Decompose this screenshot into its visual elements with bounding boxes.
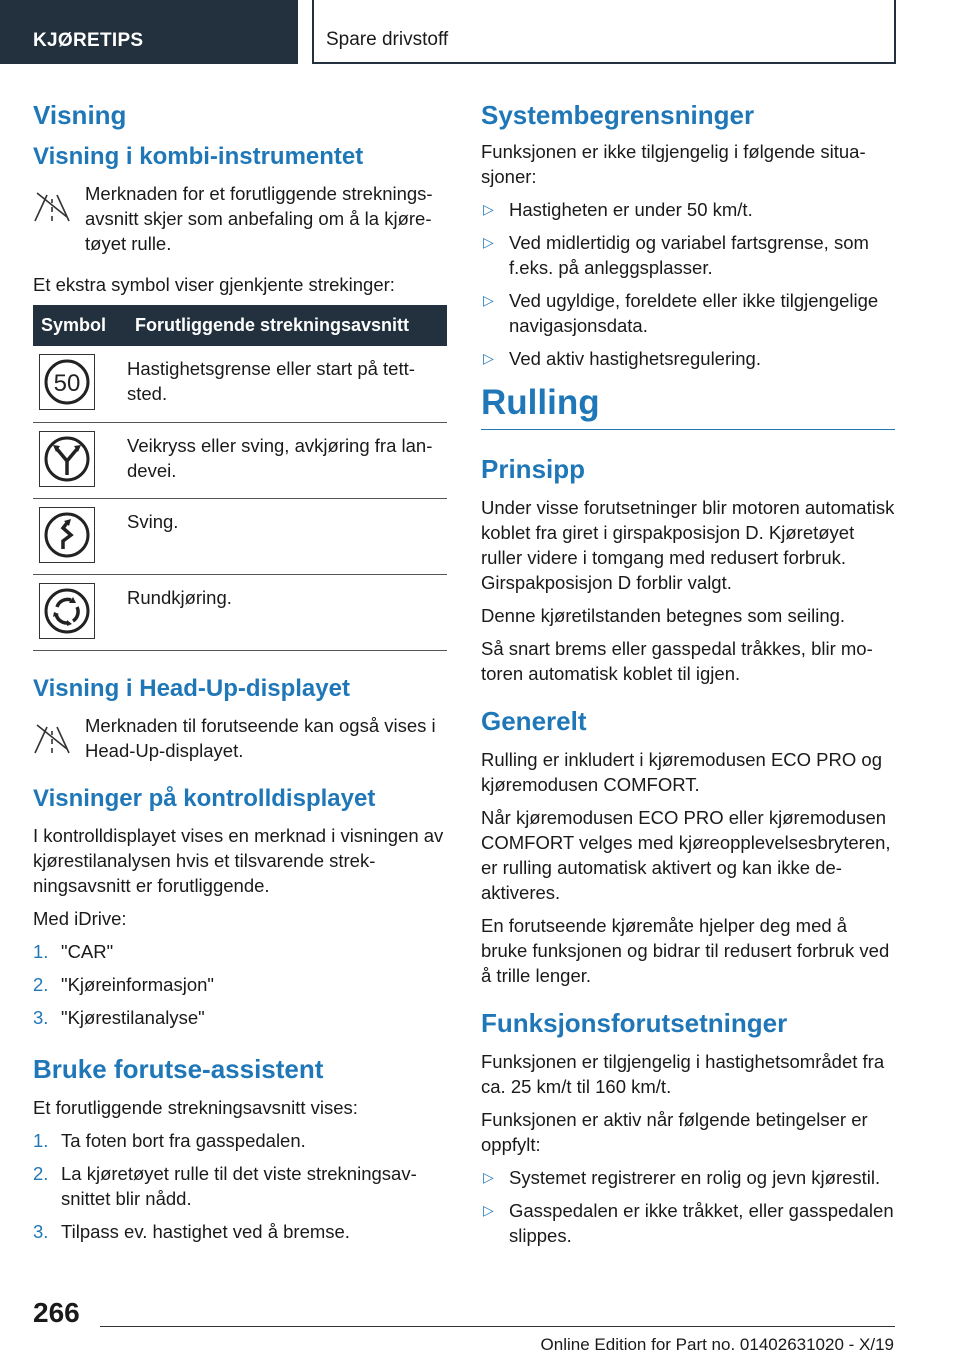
junction-icon xyxy=(39,431,95,487)
table-header-symbol: Symbol xyxy=(33,305,127,346)
footer-divider xyxy=(100,1326,895,1327)
list-item xyxy=(33,1161,447,1211)
table-row xyxy=(33,422,447,498)
list-item: ▷ Systemet registrerer en rolig og jevn kjørestil. xyxy=(483,1167,881,1188)
triangle-bullet-icon: ▷ xyxy=(483,292,494,308)
list-item: ▷ Gasspedalen er ikke tråkket, eller gasspedalen slippes. xyxy=(483,1200,894,1246)
list-item xyxy=(33,939,447,964)
note-head-up-text: Merknaden til forutseende kan også vises i Head-Up-displayet. xyxy=(85,714,436,761)
road-note-icon xyxy=(33,721,71,755)
step-number: 2. xyxy=(33,1162,49,1184)
step-text: "Kjøreinformasjon" xyxy=(61,973,214,995)
heading-funksjonsforutsetninger: Funksjonsforutsetninger xyxy=(481,1008,788,1038)
left-column xyxy=(33,100,447,1254)
paragraph-forutse: Et forutliggende strekningsavsnitt vises: xyxy=(33,1096,358,1118)
heading-systembegrensninger: Systembegrensninger xyxy=(481,100,755,130)
step-text: La kjøretøyet rulle til det viste strekningsavsnittet blir nådd. xyxy=(61,1162,417,1209)
triangle-bullet-icon: ▷ xyxy=(483,201,494,217)
table-row xyxy=(33,498,447,574)
step-text: Ta foten bort fra gasspedalen. xyxy=(61,1129,306,1151)
heading-forutse-assistent: Bruke forutse-assistent xyxy=(33,1053,324,1084)
paragraph-generelt-3: En forutseende kjøremåte hjelper deg med å bruke funksjonen og bidrar til redusert forbruk ved å trille lenger. xyxy=(481,915,890,986)
curve-icon xyxy=(39,507,95,563)
step-text: "CAR" xyxy=(61,940,114,962)
heading-generelt: Generelt xyxy=(481,706,587,736)
speed-limit-50-icon xyxy=(39,354,95,410)
road-note-icon xyxy=(33,189,71,223)
step-number: 2. xyxy=(33,973,49,995)
paragraph-kontrolldisplay: I kontrolldisplayet vises en merknad i visningen av kjørestilanalysen hvis et tilsvarende strekningsavsnitt er forutliggende. xyxy=(33,824,444,896)
paragraph-symbol-intro: Et ekstra symbol viser gjenkjente strekinger: xyxy=(33,274,395,295)
step-number: 1. xyxy=(33,940,49,962)
heading-prinsipp: Prinsipp xyxy=(481,454,586,484)
table-cell-text: Veikryss eller sving, avkjøring fra landevei. xyxy=(127,422,447,498)
step-text: "Kjørestilanalyse" xyxy=(61,1006,205,1028)
paragraph-prinsipp-3: Så snart brems eller gasspedal tråkkes, blir motoren automatisk koblet til igjen. xyxy=(481,638,873,684)
paragraph-fk-1: Funksjonen er tilgjengelig i hastighetsområdet fra ca. 25 km/t til 160 km/t. xyxy=(481,1051,885,1097)
triangle-bullet-icon: ▷ xyxy=(483,234,494,250)
list-item xyxy=(33,1005,447,1030)
triangle-bullet-icon: ▷ xyxy=(483,350,494,366)
paragraph-systembegrensninger: Funksjonen er ikke tilgjengelig i følgende situasjoner: xyxy=(481,141,866,187)
step-number: 3. xyxy=(33,1220,49,1242)
limitations-list xyxy=(481,197,895,371)
table-row xyxy=(33,574,447,650)
header-section: KJØRETIPS xyxy=(0,0,298,64)
heading-head-up: Visning i Head-Up-displayet xyxy=(33,674,350,702)
list-item: ▷ Ved aktiv hastighetsregulering. xyxy=(483,348,761,369)
paragraph-generelt-2: Når kjøremodusen ECO PRO eller kjøremodusen COMFORT velges med kjøreopplevelsesbryteren, er rulling automatisk aktivert og kan ikke deaktiveres. xyxy=(481,807,891,903)
heading-rulling: Rulling xyxy=(481,383,895,430)
table-row xyxy=(33,346,447,422)
list-item xyxy=(33,1219,447,1244)
paragraph-generelt-1: Rulling er inkludert i kjøremodusen ECO PRO og kjøremodusen COMFORT. xyxy=(481,749,882,795)
conditions-list xyxy=(481,1165,895,1248)
list-item: ▷ Hastigheten er under 50 km/t. xyxy=(483,199,753,220)
heading-kombi: Visning i kombi-instrumentet xyxy=(33,143,364,170)
symbol-table xyxy=(33,305,447,651)
step-number: 1. xyxy=(33,1129,49,1151)
list-item: ▷ Ved midlertidig og variabel fartsgrense, som f.eks. på anleggsplasser. xyxy=(483,232,869,278)
triangle-bullet-icon: ▷ xyxy=(483,1202,494,1218)
paragraph-prinsipp-1: Under visse forutsetninger blir motoren automatisk koblet fra giret i girspakposisjon D. Kjøretøyet ruller videre i tomgang med redusert forbruk. Girspakposisjon D forblir valgt. xyxy=(481,497,895,593)
paragraph-fk-2: Funksjonen er aktiv når følgende betingelser er oppfylt: xyxy=(481,1109,868,1155)
note-kombi-text: Merknaden for et forutliggende strekningsavsnitt skjer som anbefaling om å la kjøretøyet rulle. xyxy=(85,183,433,254)
step-text: Tilpass ev. hastighet ved å bremse. xyxy=(61,1220,350,1242)
list-item: ▷ Ved ugyldige, foreldete eller ikke tilgjengelige navigasjonsdata. xyxy=(483,290,879,336)
table-cell-text: Rundkjøring. xyxy=(127,574,447,650)
idrive-steps xyxy=(33,939,447,1030)
paragraph-prinsipp-2: Denne kjøretilstanden betegnes som seiling. xyxy=(481,605,846,626)
list-item xyxy=(33,972,447,997)
triangle-bullet-icon: ▷ xyxy=(483,1169,494,1185)
note-kombi xyxy=(33,181,447,256)
footer-edition: Online Edition for Part no. 01402631020 - X/19 xyxy=(540,1335,894,1354)
roundabout-icon xyxy=(39,583,95,639)
table-cell-text: Hastighetsgrense eller start på tettsted. xyxy=(127,346,447,422)
table-header-description: Forutliggende strekningsavsnitt xyxy=(127,305,447,346)
table-cell-text: Sving. xyxy=(127,498,447,574)
step-number: 3. xyxy=(33,1006,49,1028)
paragraph-idrive: Med iDrive: xyxy=(33,907,127,929)
speed-sign-number: 50 xyxy=(53,370,81,397)
header-topic: Spare drivstoff xyxy=(312,0,896,64)
forutse-steps xyxy=(33,1128,447,1244)
note-head-up xyxy=(33,713,447,763)
heading-visning: Visning xyxy=(33,100,127,130)
right-column xyxy=(481,100,895,1258)
page-number: 266 xyxy=(33,1297,80,1328)
heading-kontrolldisplay: Visninger på kontrolldisplayet xyxy=(33,784,376,812)
list-item xyxy=(33,1128,447,1153)
